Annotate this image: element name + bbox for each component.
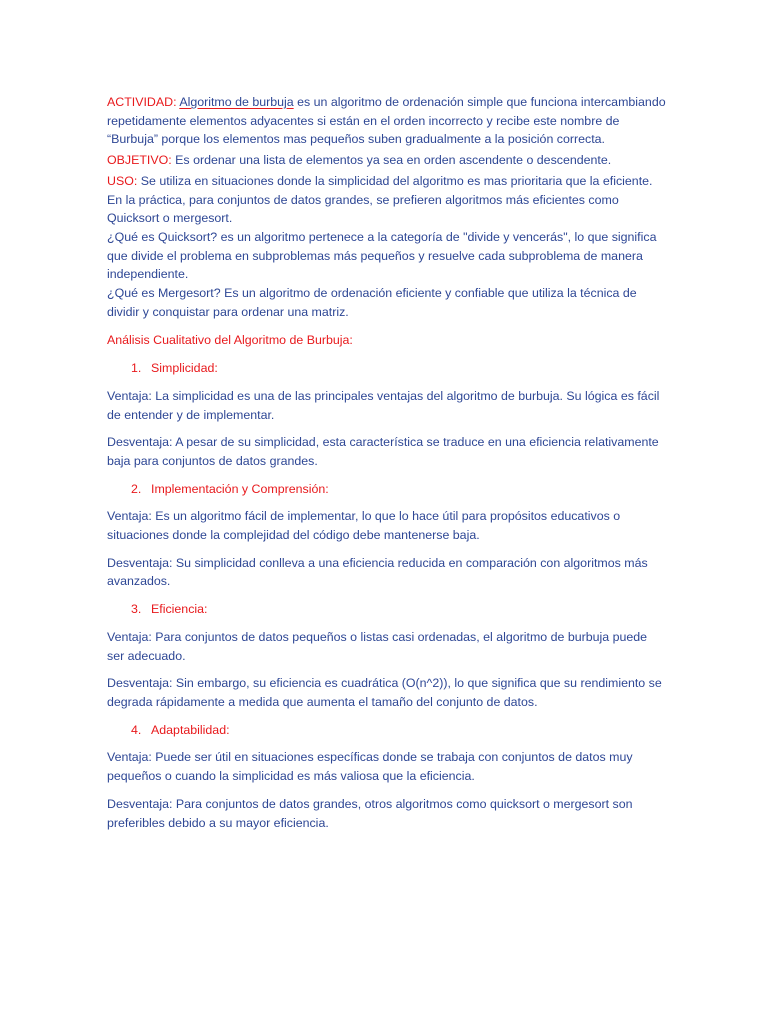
analysis-item-1-title: [107, 359, 667, 378]
analysis-item-1-desventaja: Desventaja: A pesar de su simplicidad, esta característica se traduce en una eficiencia relativamente baja para conjuntos de datos grandes.: [107, 435, 659, 468]
list-number: 1.: [131, 361, 142, 376]
analysis-item-4-desventaja: Desventaja: Para conjuntos de datos grandes, otros algoritmos como quicksort o mergesort son preferibles debido a su mayor eficiencia.: [107, 796, 633, 830]
actividad-label: ACTIVIDAD:: [107, 95, 177, 109]
analysis-item-2-desventaja: Desventaja: Su simplicidad conlleva a una eficiencia reducida en comparación con algoritmos más avanzados.: [107, 555, 648, 589]
quicksort-paragraph: ¿Qué es Quicksort? es un algoritmo pertenece a la categoría de "divide y vencerás", lo que significa que divide el problema en subproblemas más pequeños y resuelve cada subproblema de manera independiente.: [107, 229, 657, 282]
list-title: Adaptabilidad:: [151, 722, 230, 737]
objetivo-label: OBJETIVO:: [107, 153, 172, 168]
objetivo-text: Es ordenar una lista de elementos ya sea en orden ascendente o descendente.: [171, 153, 612, 168]
analysis-item-4-ventaja: Ventaja: Puede ser útil en situaciones específicas donde se trabaja con conjuntos de datos muy pequeños o cuando la simplicidad es más valiosa que la eficiencia.: [107, 750, 633, 784]
uso-text: Se utiliza en situaciones donde la simplicidad del algoritmo es mas prioritaria que la eficiente. En la práctica, para conjuntos de datos grandes, se prefieren algoritmos más eficientes como Quicksort o mergesort.: [107, 173, 653, 226]
list-number: 2.: [131, 481, 142, 496]
analysis-heading: Análisis Cualitativo del Algoritmo de Burbuja:: [107, 333, 353, 348]
analysis-item-3-title: [107, 600, 667, 619]
analysis-item-2-ventaja: Ventaja: Es un algoritmo fácil de implementar, lo que lo hace útil para propósitos educativos o situaciones donde la complejidad del código debe mantenerse baja.: [107, 509, 621, 543]
list-title: Simplicidad:: [151, 361, 218, 376]
actividad-paragraph: [107, 93, 667, 149]
uso-paragraph: [107, 172, 667, 228]
analysis-item-2-title: [107, 480, 667, 499]
list-number: 4.: [131, 722, 142, 737]
list-number: 3.: [131, 602, 142, 617]
analysis-item-1-ventaja: Ventaja: La simplicidad es una de las principales ventajas del algoritmo de burbuja. Su lógica es fácil de entender y de implementar.: [107, 388, 660, 422]
objetivo-paragraph: [107, 151, 667, 170]
document-page: [107, 93, 667, 832]
list-title: Eficiencia:: [151, 602, 208, 617]
uso-label: USO:: [107, 173, 138, 188]
list-title: Implementación y Comprensión:: [151, 481, 329, 496]
analysis-item-3-ventaja: Ventaja: Para conjuntos de datos pequeños o listas casi ordenadas, el algoritmo de burbuja puede ser adecuado.: [107, 629, 648, 663]
actividad-topic: Algoritmo de burbuja: [179, 95, 294, 109]
mergesort-paragraph: ¿Qué es Mergesort? Es un algoritmo de ordenación eficiente y confiable que utiliza la técnica de dividir y conquistar para ordenar una matriz.: [107, 286, 637, 319]
actividad-text: es un algoritmo de ordenación simple que funciona intercambiando repetidamente elementos adyacentes si están en el orden incorrecto y recibe este nombre de “Burbuja” porque los elementos mas pequeños suben gradualmente a la posición correcta.: [107, 95, 666, 147]
analysis-item-4-title: [107, 721, 667, 740]
analysis-item-3-desventaja: Desventaja: Sin embargo, su eficiencia es cuadrática (O(n^2)), lo que significa que su rendimiento se degrada rápidamente a medida que aumenta el tamaño del conjunto de datos.: [107, 676, 662, 709]
